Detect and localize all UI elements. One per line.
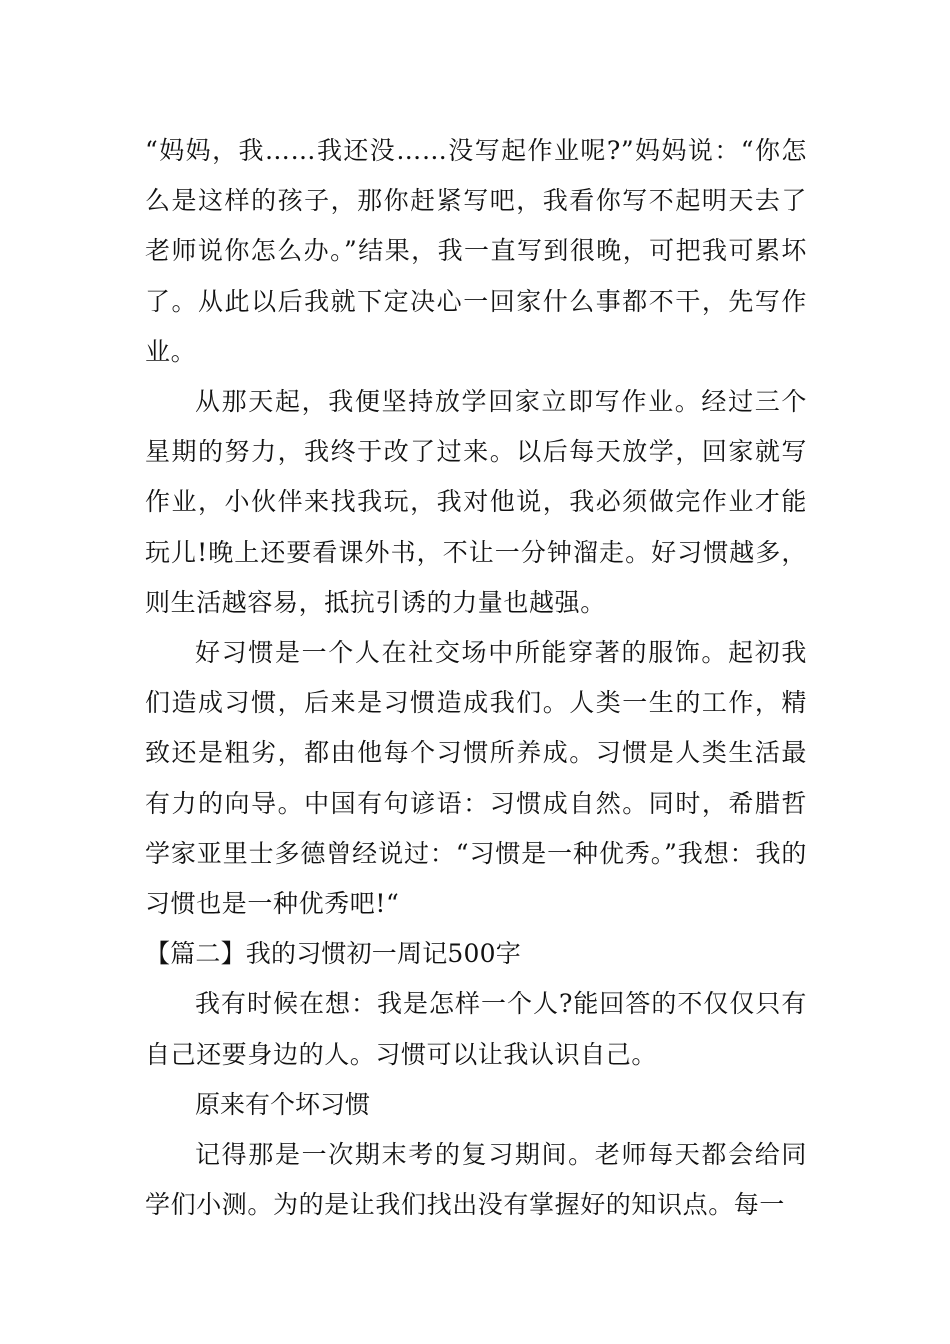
document-body <box>145 126 807 1230</box>
paragraph: 从那天起，我便坚持放学回家立即写作业。经过三个星期的努力，我终于改了过来。以后每天放学，回家就写作业，小伙伴来找我玩，我对他说，我必须做完作业才能玩儿!晚上还要看课外书，不让一分钟溜走。好习惯越多，则生活越容易，抵抗引诱的力量也越强。 <box>145 387 807 617</box>
subheading: 原来有个坏习惯 <box>195 1089 371 1119</box>
paragraph: 记得那是一次期末考的复习期间。老师每天都会给同学们小测。为的是让我们找出没有掌握好的知识点。每一 <box>145 1140 807 1220</box>
paragraph-continued: “妈妈，我……我还没……没写起作业呢?”妈妈说：“你怎么是这样的孩子，那你赶紧写吧，我看你写不起明天去了老师说你怎么办。”结果，我一直写到很晚，可把我可累坏了。从此以后我就下定决心一回家什么事都不干，先写作业。 <box>145 136 807 366</box>
section-heading: 【篇二】我的习惯初一周记500字 <box>145 939 521 969</box>
paragraph: 我有时候在想：我是怎样一个人?能回答的不仅仅只有自己还要身边的人。习惯可以让我认识自己。 <box>145 989 807 1069</box>
paragraph: 好习惯是一个人在社交场中所能穿著的服饰。起初我们造成习惯，后来是习惯造成我们。人类一生的工作，精致还是粗劣，都由他每个习惯所养成。习惯是人类生活最有力的向导。中国有句谚语：习惯成自然。同时，希腊哲学家亚里士多德曾经说过：“习惯是一种优秀。”我想：我的习惯也是一种优秀吧!“ <box>145 638 807 919</box>
